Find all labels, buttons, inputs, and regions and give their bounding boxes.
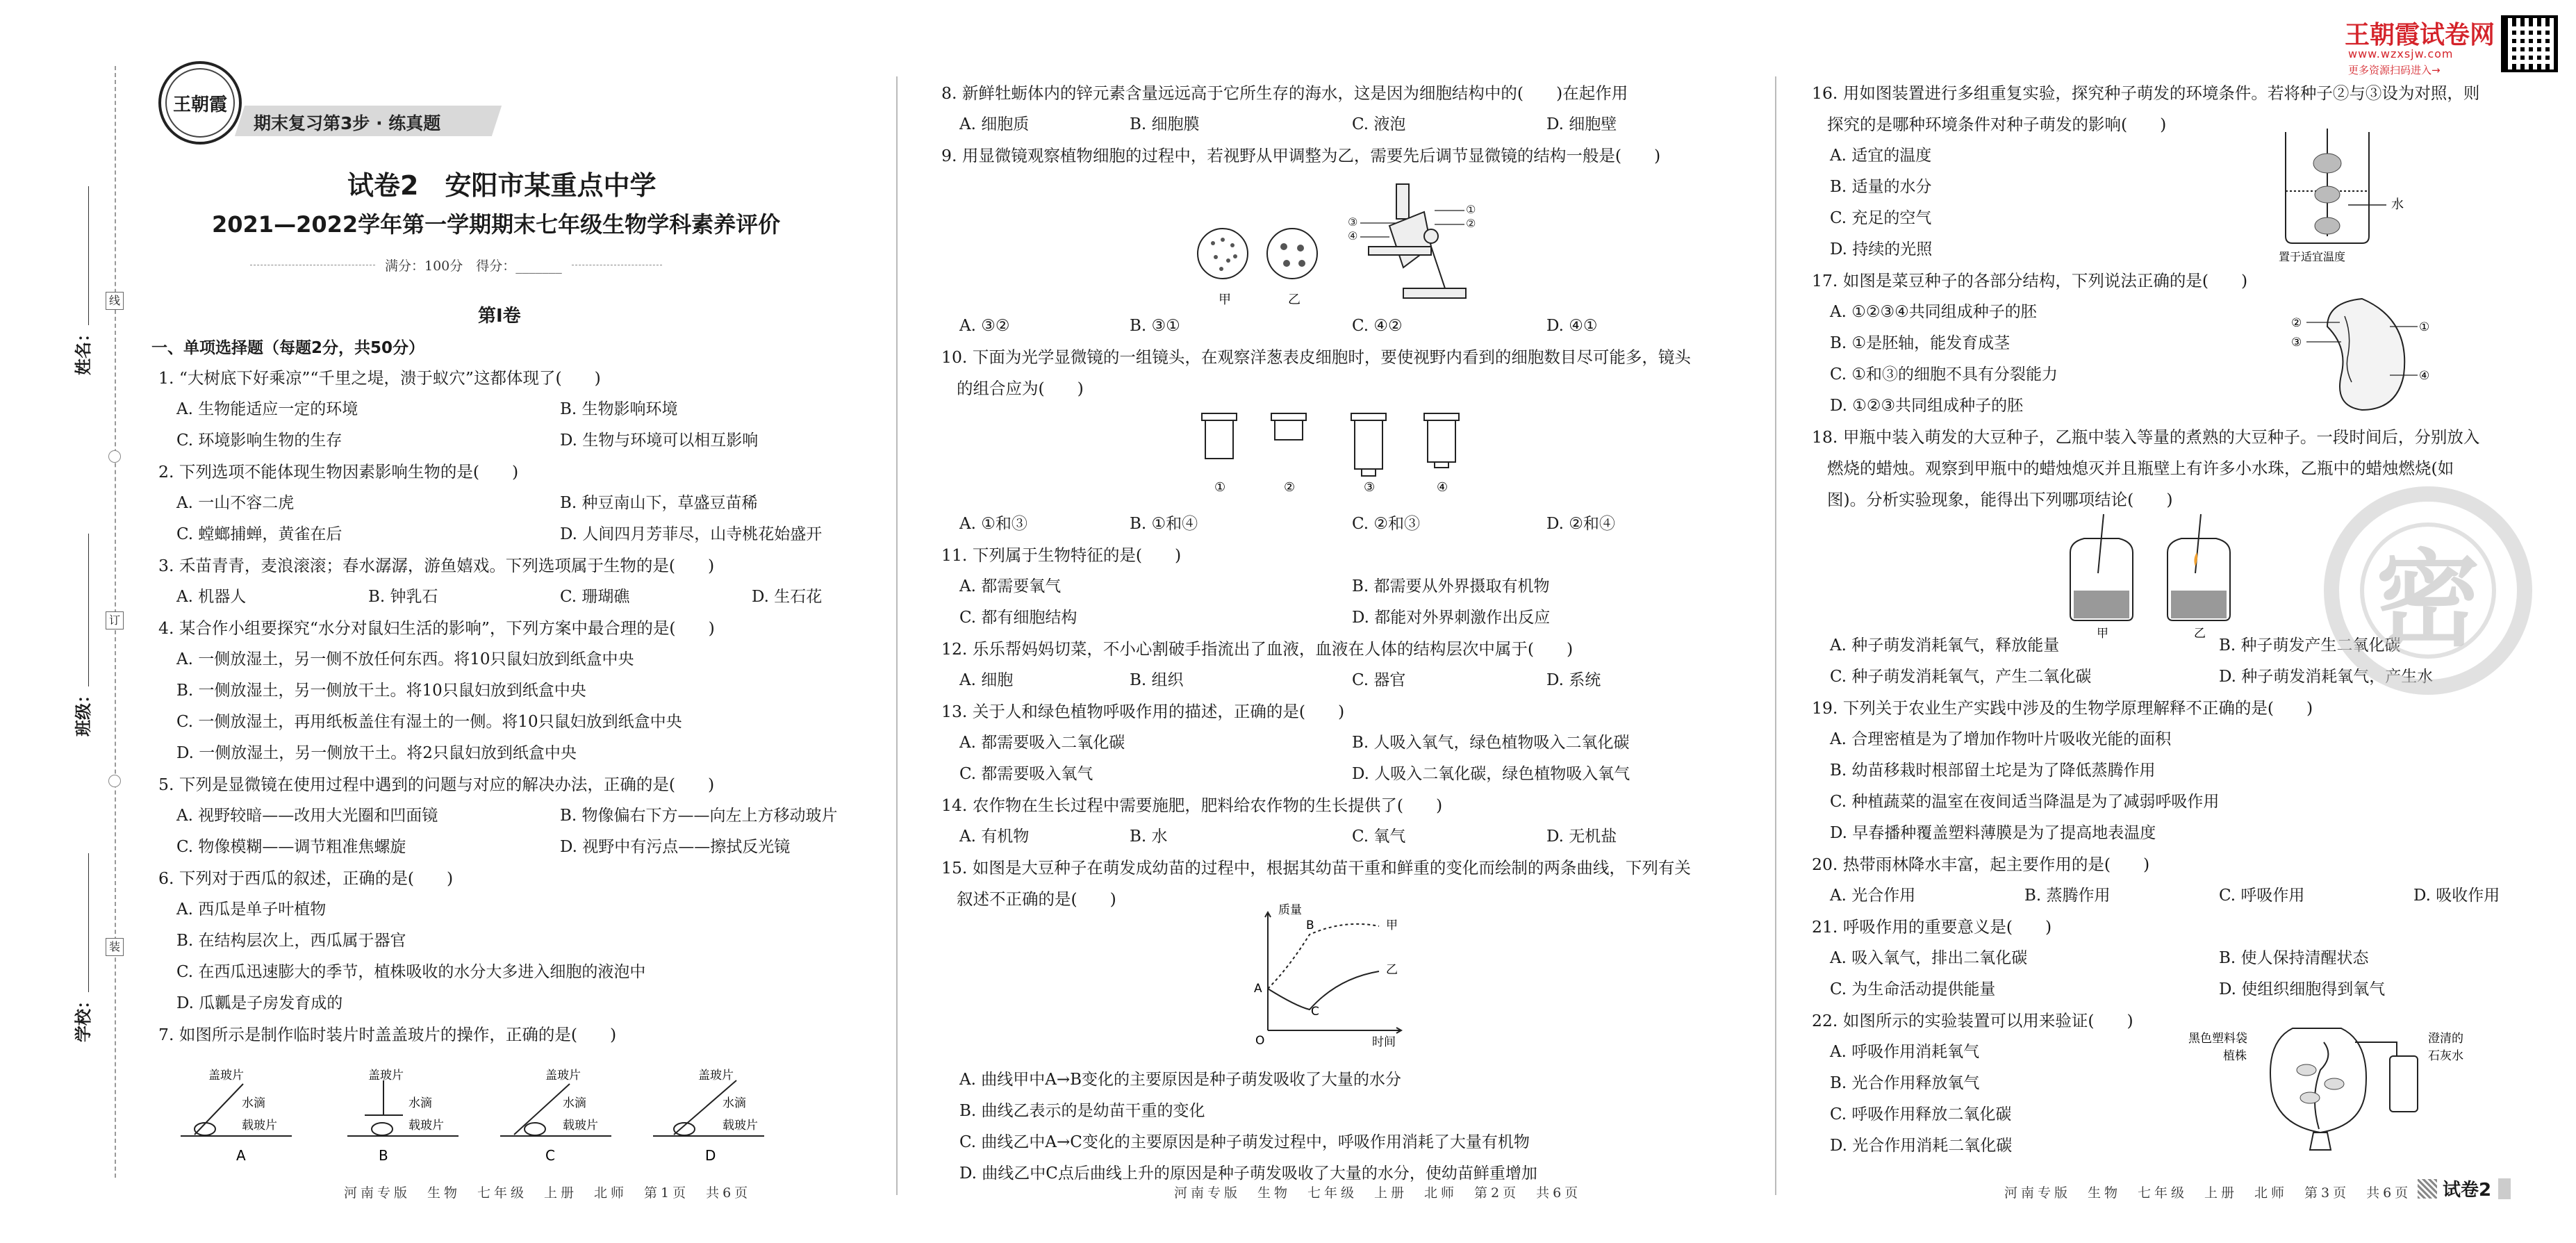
option-c[interactable]: C. 种植蔬菜的温室在夜间适当降温是为了减弱呼吸作用 xyxy=(1830,793,2220,811)
option-c[interactable]: C. 都需要吸入氧气 xyxy=(959,765,1093,783)
question-stem-cont: 燃烧的蜡烛。观察到甲瓶中的蜡烛熄灭并且瓶壁上有许多小水珠，乙瓶中的蜡烛燃烧(如 xyxy=(1827,459,2454,478)
question-19 xyxy=(1812,693,2548,849)
question-stem: 3. 禾苗青青，麦浪滚滚；春水潺潺，游鱼嬉戏。下列选项属于生物的是( ) xyxy=(158,556,715,575)
option-b[interactable]: B. 一侧放湿土，另一侧放干土。将10只鼠妇放到纸盒中央 xyxy=(176,682,586,700)
option-d[interactable]: D. 光合作用消耗二氧化碳 xyxy=(1830,1137,2013,1155)
question-stem: 4. 某合作小组要探究“水分对鼠妇生活的影响”，下列方案中最合理的是( ) xyxy=(158,618,715,638)
page-footer-1: 河南专版 生物 七年级 上册 北师 第1页 共6页 xyxy=(344,1185,752,1201)
question-stem: 15. 如图是大豆种子在萌发成幼苗的过程中，根据其幼苗干重和鲜重的变化而绘制的两条曲线，下列有关 xyxy=(941,858,1691,878)
beaker-figure xyxy=(2272,125,2431,264)
option-c[interactable]: C. 都有细胞结构 xyxy=(959,609,1078,627)
slide-label: 载玻片 xyxy=(723,1119,758,1133)
limewater-label-1: 澄清的 xyxy=(2428,1032,2463,1046)
option-a[interactable]: A. 一山不容二虎 xyxy=(176,494,295,512)
plant-label: 植株 xyxy=(2223,1049,2247,1063)
question-stem: 20. 热带雨林降水丰富，起主要作用的是( ) xyxy=(1812,855,2150,874)
question-4 xyxy=(158,613,874,769)
coverslip-label: 盖玻片 xyxy=(698,1069,734,1083)
option-c[interactable]: C. 种子萌发消耗氧气，产生二氧化碳 xyxy=(1830,668,2092,686)
svg-text:①: ① xyxy=(1214,480,1226,495)
question-stem: 16. 用如图装置进行多组重复实验，探究种子萌发的环境条件。若将种子②与③设为对照，则 xyxy=(1812,83,2480,103)
coverslip-label: 盖玻片 xyxy=(208,1069,244,1083)
question-1 xyxy=(158,363,874,456)
seal-label-ding: 订 xyxy=(106,611,124,629)
beaker-caption: 置于适宜温度 xyxy=(2279,250,2346,263)
option-b[interactable]: B. 蒸腾作用 xyxy=(2024,887,2111,905)
option-b[interactable]: B. 生物影响环境 xyxy=(560,400,678,418)
option-a[interactable]: A. 适宜的温度 xyxy=(1830,147,1932,165)
bag-limewater-figure xyxy=(2188,1014,2487,1153)
option-d[interactable]: D. 人间四月芳菲尽，山寺桃花始盛开 xyxy=(560,525,823,543)
question-stem: 21. 呼吸作用的重要意义是( ) xyxy=(1812,917,2052,937)
option-c[interactable]: C. 液泡 xyxy=(1352,115,1406,133)
question-stem-cont: 探究的是哪种环境条件对种子萌发的影响( ) xyxy=(1827,115,2167,134)
option-a[interactable]: A. 细胞质 xyxy=(959,115,1030,133)
option-c[interactable]: C. 呼吸作用释放二氧化碳 xyxy=(1830,1105,2012,1123)
option-a[interactable]: A. 吸入氧气，排出二氧化碳 xyxy=(1830,949,2028,967)
option-c[interactable]: C. 氧气 xyxy=(1352,828,1406,846)
svg-text:②: ② xyxy=(1284,480,1296,495)
option-b[interactable]: B. 水 xyxy=(1130,828,1168,846)
question-stem: 9. 用显微镜观察植物细胞的过程中，若视野从甲调整为乙，需要先后调节显微镜的结构一般是( ) xyxy=(941,146,1661,165)
paper-tag-text: 试卷2 xyxy=(2443,1180,2492,1201)
part-heading: 第Ⅰ卷 xyxy=(478,306,521,327)
option-c[interactable]: C. 环境影响生物的生存 xyxy=(176,431,342,450)
header-badge-text: 期末复习第3步 · 练真题 xyxy=(254,113,441,133)
option-d[interactable]: D. 生物与环境可以相互影响 xyxy=(560,431,759,450)
curve-yi-label: 乙 xyxy=(1386,963,1398,977)
option-c[interactable]: C. 充足的空气 xyxy=(1830,209,1932,227)
option-c-label[interactable]: C xyxy=(545,1147,555,1164)
option-c[interactable]: C. 器官 xyxy=(1352,671,1406,689)
option-d[interactable]: D. 曲线乙中C点后曲线上升的原因是种子萌发吸收了大量的水分，使幼苗鲜重增加 xyxy=(959,1164,1537,1183)
option-d[interactable]: D. 早春播种覆盖塑料薄膜是为了提高地表温度 xyxy=(1830,824,2156,842)
option-b[interactable]: B. 钟乳石 xyxy=(368,588,438,606)
option-d[interactable]: D. 瓜瓤是子房发育成的 xyxy=(176,994,343,1012)
option-b[interactable]: B. ③① xyxy=(1130,317,1180,335)
question-stem: 14. 农作物在生长过程中需要施肥，肥料给农作物的生长提供了( ) xyxy=(941,796,1443,815)
option-c[interactable]: C. 呼吸作用 xyxy=(2219,887,2305,905)
option-a[interactable]: A. 都需要氧气 xyxy=(959,577,1062,595)
option-b[interactable]: B. 都需要从外界摄取有机物 xyxy=(1352,577,1550,595)
lens-2 xyxy=(1271,413,1306,420)
option-d[interactable]: D. 视野中有污点——擦拭反光镜 xyxy=(560,838,791,856)
question-stem-cont: 图)。分析实验现象，能得出下列哪项结论( ) xyxy=(1827,490,2173,509)
question-11 xyxy=(941,540,1775,634)
point-a-label: A xyxy=(1254,982,1262,996)
option-a[interactable]: A. 一侧放湿土，另一侧不放任何东西。将10只鼠妇放到纸盒中央 xyxy=(176,650,634,668)
option-a[interactable]: A. 机器人 xyxy=(176,588,247,606)
question-stem: 11. 下列属于生物特征的是( ) xyxy=(941,545,1182,565)
svg-text:③: ③ xyxy=(1364,480,1376,495)
option-a[interactable]: A. 曲线甲中A→B变化的主要原因是种子萌发吸收了大量的水分 xyxy=(959,1071,1402,1089)
question-stem: 7. 如图所示是制作临时装片时盖盖玻片的操作，正确的是( ) xyxy=(158,1025,617,1044)
option-d[interactable]: D. 细胞壁 xyxy=(1546,115,1617,133)
slide-label: 载玻片 xyxy=(563,1119,598,1133)
coverslip-figure xyxy=(167,1060,813,1164)
school-field[interactable] xyxy=(69,853,94,1042)
svg-text:①: ① xyxy=(1466,203,1476,216)
svg-text:④: ④ xyxy=(1348,229,1358,242)
question-21 xyxy=(1812,912,2548,1005)
question-stem: 19. 下列关于农业生产实践中涉及的生物学原理解释不正确的是( ) xyxy=(1812,698,2313,718)
water-label: 水滴 xyxy=(723,1096,746,1110)
school-label: 学校： xyxy=(73,992,93,1042)
question-16 xyxy=(1812,78,2548,265)
question-stem: 2. 下列选项不能体现生物因素影响生物的是( ) xyxy=(158,462,519,481)
question-stem: 22. 如图所示的实验装置可以用来验证( ) xyxy=(1812,1011,2133,1030)
margin-circle xyxy=(108,450,121,463)
seal-label-zhuang: 装 xyxy=(106,938,124,956)
name-label: 姓名： xyxy=(73,325,93,375)
black-bag xyxy=(2270,1028,2366,1133)
question-stem-cont: 的组合应为( ) xyxy=(957,379,1084,398)
slide-label: 载玻片 xyxy=(408,1119,444,1133)
option-b[interactable]: B. 种子萌发产生二氧化碳 xyxy=(2219,636,2401,655)
question-stem: 13. 关于人和绿色植物呼吸作用的描述，正确的是( ) xyxy=(941,702,1345,721)
lens-4 xyxy=(1424,413,1459,420)
option-c[interactable]: C. ④② xyxy=(1352,317,1403,335)
option-d[interactable]: D. ④① xyxy=(1546,317,1598,335)
svg-text:④: ④ xyxy=(2419,369,2430,383)
water-label: 水 xyxy=(2391,197,2404,212)
margin-circle xyxy=(108,775,121,787)
option-b[interactable]: B. 曲线乙表示的是幼苗干重的变化 xyxy=(959,1102,1205,1120)
view-yi xyxy=(1267,229,1317,279)
option-a[interactable]: A. 细胞 xyxy=(959,671,1014,689)
qr-code-icon[interactable] xyxy=(2501,15,2558,72)
coverslip-label: 盖玻片 xyxy=(368,1069,404,1083)
paper-tag xyxy=(2418,1176,2511,1201)
question-2 xyxy=(158,456,874,550)
option-c[interactable]: C. 在西瓜迅速膨大的季节，植株吸收的水分大多进入细胞的液泡中 xyxy=(176,963,646,981)
water-label: 水滴 xyxy=(563,1096,586,1110)
option-d-label[interactable]: D xyxy=(705,1147,716,1164)
section-heading: 一、单项选择题（每题2分，共50分） xyxy=(151,339,425,357)
origin-label: O xyxy=(1255,1034,1265,1048)
column-1 xyxy=(158,363,874,1051)
option-c[interactable]: C. ①和③的细胞不具有分裂能力 xyxy=(1830,365,2058,384)
option-a[interactable]: A. 有机物 xyxy=(959,828,1030,846)
option-b[interactable]: B. 物像偏右下方——向左上方移动玻片 xyxy=(560,807,838,825)
exam-subtitle: 2021—2022学年第一学期期末七年级生物学科素养评价 xyxy=(212,211,781,238)
option-a[interactable]: A. 生物能适应一定的环境 xyxy=(176,400,358,418)
option-d[interactable]: D. 生石花 xyxy=(752,588,823,606)
class-label: 班级： xyxy=(73,686,93,736)
option-b[interactable]: B. 人吸入氧气，绿色植物吸入二氧化碳 xyxy=(1352,734,1630,752)
option-d[interactable]: D. 吸收作用 xyxy=(2413,887,2500,905)
exam-title: 试卷2 安阳市某重点中学 xyxy=(347,170,657,201)
option-d[interactable]: D. 一侧放湿土，另一侧放干土。将2只鼠妇放到纸盒中央 xyxy=(176,744,577,762)
question-13 xyxy=(941,696,1775,790)
point-b-label: B xyxy=(1306,919,1314,932)
option-b[interactable]: B. 种豆南山下，草盛豆苗稀 xyxy=(560,494,758,512)
slide-label: 载玻片 xyxy=(242,1119,277,1133)
seal-label-line: 线 xyxy=(106,292,124,310)
option-b[interactable]: B. ①和④ xyxy=(1130,515,1198,533)
microscope-drawing xyxy=(1369,184,1466,298)
axis-y-label: 质量 xyxy=(1278,903,1302,917)
jar-yi-label: 乙 xyxy=(2194,627,2206,641)
option-d[interactable]: D. 持续的光照 xyxy=(1830,240,1933,258)
option-c[interactable]: C. 物像模糊——调节粗准焦螺旋 xyxy=(176,838,406,856)
water-label: 水滴 xyxy=(242,1096,265,1110)
question-14 xyxy=(941,790,1775,853)
option-d[interactable]: D. 都能对外界刺激作出反应 xyxy=(1352,609,1551,627)
svg-text:③: ③ xyxy=(2291,336,2302,349)
score-line xyxy=(250,256,662,274)
option-d[interactable]: D. 系统 xyxy=(1546,671,1601,689)
svg-text:③: ③ xyxy=(1348,215,1358,229)
question-stem: 5. 下列是显微镜在使用过程中遇到的问题与对应的解决办法，正确的是( ) xyxy=(158,775,715,794)
option-b[interactable]: B. 组织 xyxy=(1130,671,1184,689)
option-d[interactable]: D. ①②③共同组成种子的胚 xyxy=(1830,397,2024,415)
option-a[interactable]: A. ①②③④共同组成种子的胚 xyxy=(1830,303,2037,321)
column-divider xyxy=(1775,76,1776,1195)
option-b[interactable]: B. 光合作用释放氧气 xyxy=(1830,1074,1980,1092)
page-footer-3: 河南专版 生物 七年级 上册 北师 第3页 共6页 xyxy=(2004,1185,2412,1201)
option-b-label[interactable]: B xyxy=(379,1147,388,1164)
brand-tagline: 更多资源扫码进入→ xyxy=(2348,64,2441,76)
option-a[interactable]: A. 西瓜是单子叶植物 xyxy=(176,900,327,919)
class-field[interactable] xyxy=(69,534,94,736)
option-a[interactable]: A. 种子萌发消耗氧气，释放能量 xyxy=(1830,636,2060,655)
option-c[interactable]: C. 一侧放湿土，再用纸板盖住有湿土的一侧。将10只鼠妇放到纸盒中央 xyxy=(176,713,682,731)
svg-text:①: ① xyxy=(2419,320,2430,334)
option-b[interactable]: B. 在结构层次上，西瓜属于器官 xyxy=(176,932,406,950)
label-yi: 乙 xyxy=(1288,293,1301,307)
brand-name[interactable]: 王朝霞试卷网 xyxy=(2345,21,2495,49)
seed-weight-graph xyxy=(1240,898,1421,1048)
option-a[interactable]: A. 合理密植是为了增加作物叶片吸收光能的面积 xyxy=(1830,730,2172,748)
secret-stamp-icon xyxy=(2324,486,2532,695)
option-c[interactable]: C. 螳螂捕蝉，黄雀在后 xyxy=(176,525,342,543)
question-stem: 1. “大树底下好乘凉”“千里之堤，溃于蚁穴”这都体现了( ) xyxy=(158,368,601,388)
svg-text:②: ② xyxy=(1466,217,1476,230)
curve-jia-label: 甲 xyxy=(1386,919,1398,932)
brand-logo xyxy=(158,61,242,145)
option-c[interactable]: C. 珊瑚礁 xyxy=(560,588,630,606)
option-a[interactable]: A. 呼吸作用消耗氧气 xyxy=(1830,1043,1980,1061)
bean-seed-figure xyxy=(2286,292,2438,417)
question-5 xyxy=(158,769,874,863)
curve-yi xyxy=(1268,971,1379,1010)
name-field[interactable] xyxy=(69,186,94,375)
lens-1 xyxy=(1202,413,1237,420)
question-stem: 18. 甲瓶中装入萌发的大豆种子，乙瓶中装入等量的煮熟的大豆种子。一段时间后，分别放入 xyxy=(1812,427,2480,447)
score-text: 满分：100分 得分：_______ xyxy=(385,258,562,274)
point-c-label: C xyxy=(1311,1005,1319,1019)
question-stem: 12. 乐乐帮妈妈切菜，不小心割破手指流出了血液，血液在人体的结构层次中属于( ) xyxy=(941,639,1574,659)
option-c[interactable]: C. 为生命活动提供能量 xyxy=(1830,980,1996,998)
option-b[interactable]: B. 幼苗移栽时根部留土坨是为了降低蒸腾作用 xyxy=(1830,762,2156,780)
option-a[interactable]: A. 视野较暗——改用大光圈和凹面镜 xyxy=(176,807,438,825)
option-c[interactable]: C. ②和③ xyxy=(1352,515,1421,533)
lens-figure xyxy=(1195,393,1487,497)
microscope-figure xyxy=(1195,170,1501,309)
column-divider xyxy=(896,76,898,1195)
axis-x-label: 时间 xyxy=(1372,1035,1396,1048)
option-b[interactable]: B. 细胞膜 xyxy=(1130,115,1200,133)
coverslip-label: 盖玻片 xyxy=(545,1069,581,1083)
label-jia: 甲 xyxy=(1219,293,1231,307)
limewater-tube xyxy=(2390,1056,2418,1112)
option-b[interactable]: B. 适量的水分 xyxy=(1830,178,1932,196)
option-a-label[interactable]: A xyxy=(236,1147,246,1164)
logo-text: 王朝霞 xyxy=(165,68,235,138)
question-12 xyxy=(941,634,1775,696)
jar-jia-label: 甲 xyxy=(2097,627,2108,641)
question-stem: 10. 下面为光学显微镜的一组镜头，在观察洋葱表皮细胞时，要使视野内看到的细胞数目尽可能多，镜头 xyxy=(941,347,1691,367)
option-d[interactable]: D. 使组织细胞得到氧气 xyxy=(2219,980,2386,998)
question-7 xyxy=(158,1019,874,1051)
option-a[interactable]: A. 都需要吸入二氧化碳 xyxy=(959,734,1125,752)
curve-jia xyxy=(1268,924,1379,989)
lens-3 xyxy=(1351,413,1386,420)
option-d[interactable]: D. 无机盐 xyxy=(1546,828,1617,846)
question-20 xyxy=(1812,849,2548,912)
option-b[interactable]: B. ①是胚轴，能发育成茎 xyxy=(1830,334,2011,352)
option-b[interactable]: B. 使人保持清醒状态 xyxy=(2219,949,2369,967)
option-d[interactable]: D. 种子萌发消耗氧气，产生水 xyxy=(2219,668,2434,686)
stamp-text: 密 xyxy=(2360,522,2496,659)
option-a[interactable]: A. ③② xyxy=(959,317,1010,335)
question-stem: 6. 下列对于西瓜的叙述，正确的是( ) xyxy=(158,869,454,888)
limewater-label-2: 石灰水 xyxy=(2428,1049,2463,1063)
option-a[interactable]: A. 光合作用 xyxy=(1830,887,1916,905)
question-stem: 17. 如图是菜豆种子的各部分结构，下列说法正确的是( ) xyxy=(1812,271,2248,290)
corner-pattern-icon xyxy=(2418,1179,2437,1199)
svg-text:④: ④ xyxy=(1437,480,1448,495)
svg-text:②: ② xyxy=(2291,316,2302,330)
page-footer-2: 河南专版 生物 七年级 上册 北师 第2页 共6页 xyxy=(1174,1185,1582,1201)
view-jia xyxy=(1198,229,1248,279)
question-6 xyxy=(158,863,874,1019)
option-c[interactable]: C. 曲线乙中A→C变化的主要原因是种子萌发过程中，呼吸作用消耗了大量有机物 xyxy=(959,1133,1530,1151)
bag-label: 黑色塑料袋 xyxy=(2188,1032,2247,1046)
brand-url[interactable]: www.wzxsjw.com xyxy=(2348,47,2454,60)
question-3 xyxy=(158,550,874,613)
option-d[interactable]: D. ②和④ xyxy=(1546,515,1615,533)
option-a[interactable]: A. ①和③ xyxy=(959,515,1027,533)
question-stem: 8. 新鲜牡蛎体内的锌元素含量远远高于它所生存的海水，这是因为细胞结构中的( )在起作用 xyxy=(941,83,1628,103)
question-stem-cont: 叙述不正确的是( ) xyxy=(957,889,1116,909)
candle-jars-figure xyxy=(2049,511,2258,643)
option-d[interactable]: D. 人吸入二氧化碳，绿色植物吸入氧气 xyxy=(1352,765,1630,783)
water-label: 水滴 xyxy=(408,1096,432,1110)
question-8 xyxy=(941,78,1775,140)
